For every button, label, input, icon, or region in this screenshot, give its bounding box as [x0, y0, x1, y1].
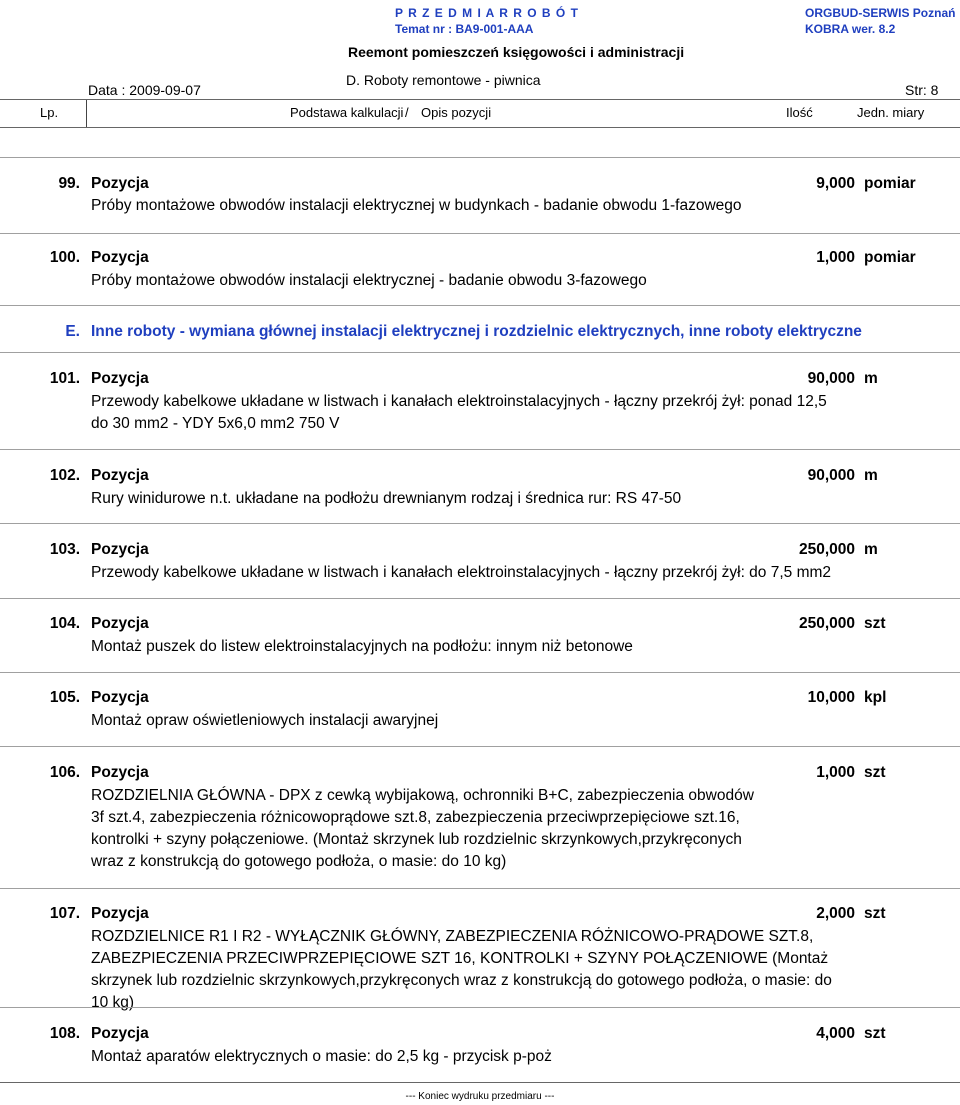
position-label: Pozycja — [91, 615, 149, 632]
divider — [0, 598, 960, 599]
position-number: 103. — [49, 541, 80, 558]
divider — [0, 746, 960, 747]
position-unit: szt — [864, 764, 886, 781]
position-description: Rury winidurowe n.t. układane na podłożu drewnianym rodzaj i średnica rur: RS 47-50 — [91, 490, 682, 507]
position-unit: m — [864, 467, 878, 484]
position-label: Pozycja — [91, 541, 149, 558]
divider — [0, 672, 960, 673]
position-number: 107. — [49, 905, 80, 922]
position-description: Próby montażowe obwodów instalacji elektrycznej w budynkach - badanie obwodu 1-fazowego — [91, 197, 742, 214]
position-unit: m — [864, 541, 878, 558]
position-number: 104. — [49, 615, 80, 632]
divider — [0, 157, 960, 158]
divider — [0, 523, 960, 524]
position-unit: szt — [864, 615, 886, 632]
divider — [0, 352, 960, 353]
header-top-rule — [0, 99, 960, 100]
divider — [0, 1007, 960, 1008]
page-number: Str: 8 — [905, 82, 939, 98]
position-number: 108. — [49, 1025, 80, 1042]
section-letter: E. — [65, 323, 80, 340]
position-quantity: 1,000 — [816, 764, 855, 781]
position-number: 99. — [58, 175, 80, 192]
position-quantity: 1,000 — [816, 249, 855, 266]
position-label: Pozycja — [91, 905, 149, 922]
software-version: KOBRA wer. 8.2 — [805, 22, 896, 36]
end-of-printout: --- Koniec wydruku przedmiaru --- — [405, 1091, 555, 1102]
column-unit: Jedn. miary — [857, 105, 925, 120]
column-basis: Podstawa kalkulacji — [290, 105, 404, 120]
company-name: ORGBUD-SERWIS Poznań — [805, 6, 956, 20]
position-description: Montaż puszek do listew elektroinstalacyjnych na podłożu: innym niż betonowe — [91, 638, 633, 655]
subject-number: Temat nr : BA9-001-AAA — [395, 22, 534, 36]
document-title: Reemont pomieszczeń księgowości i administracji — [348, 44, 685, 60]
position-quantity: 250,000 — [798, 541, 855, 558]
position-label: Pozycja — [91, 1025, 149, 1042]
column-divider-lp — [86, 100, 87, 128]
column-description: Opis pozycji — [421, 105, 492, 120]
position-unit: m — [864, 370, 878, 387]
divider — [0, 888, 960, 889]
footer-rule — [0, 1082, 960, 1083]
divider — [0, 449, 960, 450]
position-quantity: 250,000 — [798, 615, 855, 632]
position-unit: kpl — [864, 689, 887, 706]
section-heading: D. Roboty remontowe - piwnica — [346, 72, 541, 88]
header-bottom-rule — [0, 127, 960, 128]
section-title: Inne roboty - wymiana głównej instalacji elektrycznej i rozdzielnic elektrycznych, inne roboty elektryczne — [91, 323, 862, 340]
position-description: ROZDZIELNICE R1 I R2 - WYŁĄCZNIK GŁÓWNY, ZABEZPIECZENIA RÓŻNICOWO-PRĄDOWE SZT.8, ZABEZPIECZENIA PRZECIWPRZEPIĘCIOWE SZT 16, KONTROLKI + SZYNY POŁĄCZENIOWE (Montaż skrzynek lub rozdzielnic skrzynkowych,przykręconych wraz z konstrukcją do gotowego podłoża, o masie: do 10 kg) — [91, 928, 832, 1011]
position-number: 106. — [49, 764, 80, 781]
position-unit: pomiar — [864, 175, 916, 192]
column-lp: Lp. — [40, 105, 59, 120]
position-description: Próby montażowe obwodów instalacji elektrycznej - badanie obwodu 3-fazowego — [91, 272, 647, 289]
position-quantity: 4,000 — [816, 1025, 855, 1042]
divider — [0, 233, 960, 234]
position-quantity: 9,000 — [816, 175, 855, 192]
print-date: Data : 2009-09-07 — [88, 82, 201, 98]
column-separator: / — [405, 105, 409, 120]
position-description: Montaż aparatów elektrycznych o masie: do 2,5 kg - przycisk p-poż — [91, 1048, 552, 1065]
position-unit: pomiar — [864, 249, 916, 266]
position-unit: szt — [864, 905, 886, 922]
position-description: Przewody kabelkowe układane w listwach i kanałach elektroinstalacyjnych - łączny przekrój żył: do 7,5 mm2 — [91, 564, 832, 581]
position-description: ROZDZIELNIA GŁÓWNA - DPX z cewką wybijakową, ochronniki B+C, zabezpieczenia obwodów 3f szt.4, zabezpieczenia różnicowoprądowe szt.8, zabezpieczenia przeciwprzepięciowe szt.16, kontrolki + szyny połączeniowe. (Montaż skrzynek lub rozdzielnic skrzynkowych,przykręconych wraz z konstrukcją do gotowego podłoża, o masie: do 10 kg) — [91, 787, 754, 870]
position-number: 101. — [49, 370, 80, 387]
position-label: Pozycja — [91, 370, 149, 387]
document-type: P R Z E D M I A R R O B Ó T — [395, 6, 579, 20]
position-number: 100. — [49, 249, 80, 266]
position-quantity: 2,000 — [816, 905, 855, 922]
column-quantity: Ilość — [786, 105, 813, 120]
position-number: 102. — [49, 467, 80, 484]
divider — [0, 305, 960, 306]
position-quantity: 90,000 — [807, 467, 855, 484]
position-label: Pozycja — [91, 467, 149, 484]
position-description: Przewody kabelkowe układane w listwach i kanałach elektroinstalacyjnych - łączny przekrój żył: ponad 12,5 do 30 mm2 - YDY 5x6,0 mm2 750 V — [91, 393, 827, 432]
position-label: Pozycja — [91, 249, 149, 266]
position-label: Pozycja — [91, 689, 149, 706]
position-unit: szt — [864, 1025, 886, 1042]
position-quantity: 90,000 — [807, 370, 855, 387]
position-number: 105. — [49, 689, 80, 706]
position-description: Montaż opraw oświetleniowych instalacji awaryjnej — [91, 712, 439, 729]
position-label: Pozycja — [91, 175, 149, 192]
position-quantity: 10,000 — [807, 689, 855, 706]
position-label: Pozycja — [91, 764, 149, 781]
